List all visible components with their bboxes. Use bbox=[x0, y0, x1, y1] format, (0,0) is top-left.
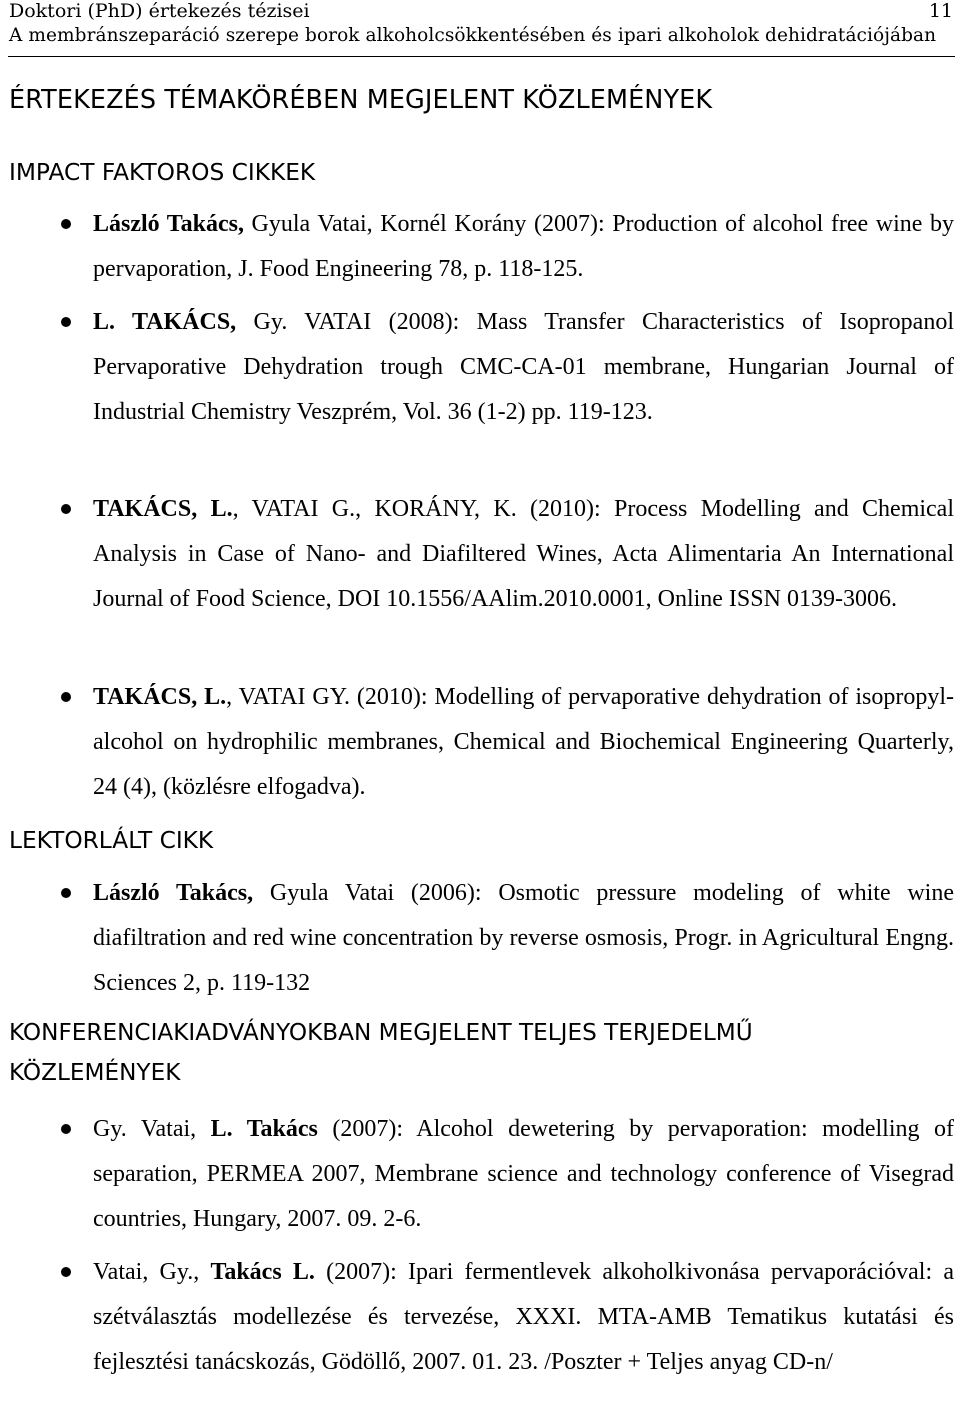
publication-coauthor: Vatai, Gy., bbox=[93, 1259, 211, 1285]
publication-author-bold: TAKÁCS, L. bbox=[93, 684, 227, 710]
publication-text: Gyula Vatai, Kornél Korány (2007): Production of alcohol free wine by pervaporation, J. Food Engineering 78, p. 118-125. bbox=[93, 211, 954, 282]
publication-text: (2007): Ipari fermentlevek alkoholkivonása pervaporációval: a szétválasztás modellezése és tervezése, XXXI. MTA-AMB Tematikus kutatási és fejlesztési tanácskozás, Gödöllő, 2007. 01. 23. /Poszter + Teljes anyag CD-n/ bbox=[93, 1259, 954, 1375]
publication-author-bold: TAKÁCS, L. bbox=[93, 496, 233, 522]
publication-item bbox=[93, 202, 954, 292]
section-heading-conference-proceedings bbox=[9, 1012, 753, 1092]
publication-text: (2007): Alcohol dewetering by pervaporation: modelling of separation, PERMEA 2007, Membrane science and technology conference of Visegrad countries, Hungary, 2007. 09. 2-6. bbox=[93, 1116, 954, 1232]
running-header-subtitle: A membránszeparáció szerepe borok alkoholcsökkentésében és ipari alkoholok dehidratációjában bbox=[9, 25, 937, 46]
publication-item bbox=[93, 1250, 954, 1385]
section-heading-line: KONFERENCIAKIADVÁNYOKBAN MEGJELENT TELJES TERJEDELMŰ bbox=[9, 1018, 753, 1046]
publication-text: , VATAI G., KORÁNY, K. (2010): Process Modelling and Chemical Analysis in Case of Nano- and Diafiltered Wines, Acta Alimentaria An International Journal of Food Science, DOI 10.1556/AAlim.2010.0001, Online ISSN 0139-3006. bbox=[93, 496, 955, 612]
section-heading-impact-factor: IMPACT FAKTOROS CIKKEK bbox=[9, 158, 316, 186]
running-header-title bbox=[9, 0, 953, 22]
page-title: ÉRTEKEZÉS TÉMAKÖRÉBEN MEGJELENT KÖZLEMÉNYEK bbox=[9, 85, 713, 115]
header-thesis-label: Doktori (PhD) értekezés tézisei bbox=[9, 0, 310, 22]
publication-item bbox=[93, 871, 954, 1006]
header-divider bbox=[8, 56, 955, 57]
section-heading-line: KÖZLEMÉNYEK bbox=[9, 1058, 181, 1086]
publication-item bbox=[93, 1107, 954, 1242]
publication-item bbox=[93, 300, 954, 435]
publication-item bbox=[93, 487, 954, 622]
publication-text: Gyula Vatai (2006): Osmotic pressure modeling of white wine diafiltration and red wine concentration by reverse osmosis, Progr. in Agricultural Engng. Sciences 2, p. 119-132 bbox=[93, 880, 954, 996]
publication-text: , VATAI GY. (2010): Modelling of pervaporative dehydration of isopropyl-alcohol on hydrophilic membranes, Chemical and Biochemical Engineering Quarterly, 24 (4), (közlésre elfogadva). bbox=[93, 684, 954, 800]
publication-author-bold: László Takács, bbox=[93, 880, 254, 906]
publication-author-bold: Takács L. bbox=[210, 1259, 315, 1285]
page-number: 11 bbox=[928, 0, 953, 22]
publication-text: Gy. VATAI (2008): Mass Transfer Characteristics of Isopropanol Pervaporative Dehydration trough CMC-CA-01 membrane, Hungarian Journal of Industrial Chemistry Veszprém, Vol. 36 (1-2) pp. 119-123. bbox=[93, 309, 955, 425]
publication-author-bold: L. TAKÁCS, bbox=[93, 309, 237, 335]
publication-coauthor: Gy. Vatai, bbox=[93, 1116, 211, 1142]
publication-author-bold: László Takács, bbox=[93, 211, 244, 237]
section-heading-reviewed-article: LEKTORLÁLT CIKK bbox=[9, 826, 214, 854]
publication-item bbox=[93, 675, 954, 810]
publication-author-bold: L. Takács bbox=[210, 1116, 318, 1142]
